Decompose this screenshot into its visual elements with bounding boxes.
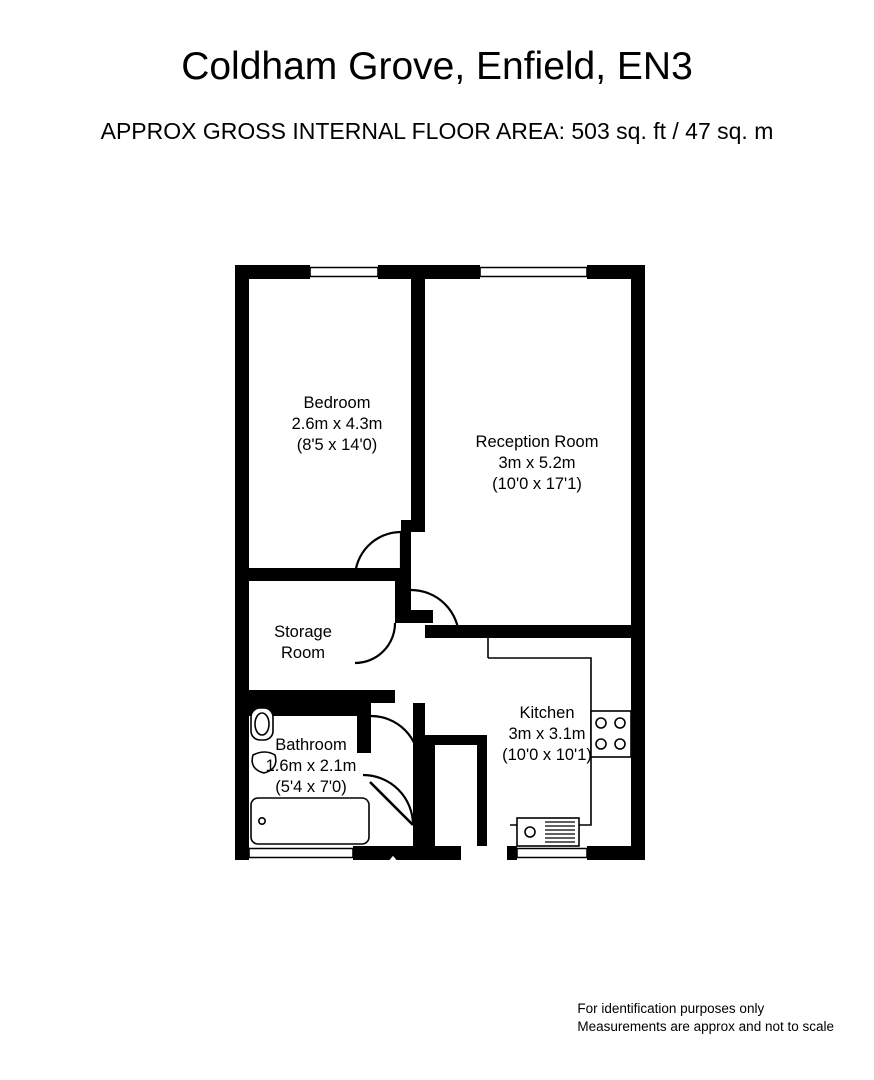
room-imperial-reception-room: (10'0 x 17'1) (492, 475, 582, 494)
room-metric-bathroom: 1.6m x 2.1m (265, 757, 357, 776)
room-metric-bedroom: 2.6m x 4.3m (291, 415, 383, 434)
room-imperial-kitchen: (10'0 x 10'1) (502, 746, 592, 765)
room-imperial-bathroom: (5'4 x 7'0) (275, 778, 347, 797)
room-name-storage-second-line: Room (280, 644, 325, 663)
disclaimer-line-1: For identification purposes only (577, 1001, 765, 1017)
room-name-kitchen: Kitchen (519, 704, 575, 722)
floor-area-subtitle: APPROX GROSS INTERNAL FLOOR AREA: 503 sq. ft / 47 sq. m (100, 118, 774, 144)
room-label-kitchen (432, 703, 662, 766)
room-metric-reception-room: 3m x 5.2m (498, 454, 576, 473)
room-label-reception-room (412, 432, 662, 495)
room-name-reception-room: Reception Room (475, 433, 599, 451)
disclaimer-line-2: Measurements are approx and not to scale (577, 1019, 834, 1035)
page-title: Coldham Grove, Enfield, EN3 (181, 45, 693, 88)
room-name-bathroom: Bathroom (275, 736, 347, 754)
room-name-storage: Storage (274, 623, 332, 641)
room-name-bedroom: Bedroom (303, 394, 371, 412)
room-label-bathroom (216, 735, 406, 798)
disclaimer (577, 1000, 834, 1036)
room-metric-kitchen: 3m x 3.1m (508, 725, 586, 744)
room-label-bedroom (232, 393, 442, 456)
room-imperial-bedroom: (8'5 x 14'0) (296, 436, 378, 455)
room-label-storage-room (228, 622, 378, 664)
